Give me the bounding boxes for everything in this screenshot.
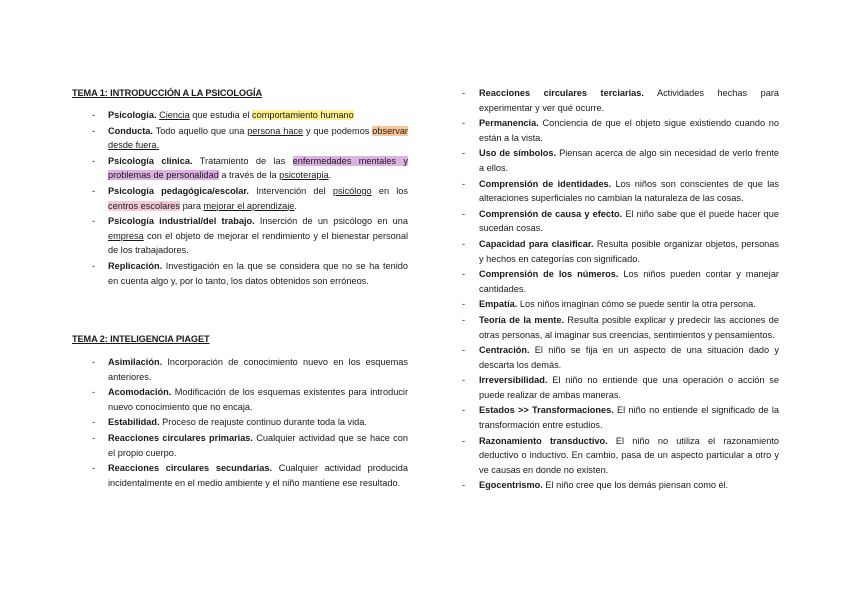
bullet-dash: - <box>462 269 466 280</box>
bullet-dash: - <box>462 299 466 310</box>
bullet-dash: - <box>462 148 466 159</box>
bullet-dash: - <box>462 480 466 491</box>
list-item <box>462 297 779 312</box>
list-item <box>72 259 408 288</box>
list-item <box>462 373 779 402</box>
term: Conducta. <box>108 125 153 136</box>
definition: Los niños son conscientes de que las alteraciones superficiales no cambian la naturaleza de las cosas. <box>479 178 779 204</box>
highlight-underline: persona hace <box>247 125 304 136</box>
list-item <box>72 184 408 213</box>
definition: Intervención del <box>248 185 333 196</box>
list-item <box>462 177 779 206</box>
definition: Todo aquello que una <box>152 125 248 136</box>
definition: en los <box>371 185 408 196</box>
term: Comprensión de identidades. <box>479 178 612 189</box>
definition: Proceso de reajuste continuo durante toda la vida. <box>159 417 367 428</box>
definition: Incorporación de conocimiento nuevo en los esquemas anteriores. <box>108 357 408 382</box>
list-item <box>462 434 779 478</box>
list-item <box>462 403 779 432</box>
term: Psicología industrial/del trabajo. <box>108 216 255 227</box>
definition: El niño cree que los demás piensan como él. <box>542 480 729 491</box>
list-item <box>72 124 408 153</box>
highlight-underline: empresa <box>108 230 144 241</box>
list-item <box>72 355 408 384</box>
term: Asimilación. <box>108 357 163 367</box>
definition: con el objeto de mejorar el rendimiento y el bienestar personal de los trabajadores. <box>108 230 408 256</box>
highlight-pink: centros escolares <box>108 200 181 211</box>
definition: Resulta posible organizar objetos, personas y hechos en categorías con significado. <box>479 238 779 264</box>
bullet-dash: - <box>92 125 96 136</box>
term: Psicología clínica. <box>108 155 193 166</box>
tema1-title: TEMA 1: INTRODUCCIÓN A LA PSICOLOGÍA <box>72 88 263 98</box>
list-item <box>462 343 779 372</box>
bullet-dash: - <box>462 118 466 129</box>
highlight-orange: observar <box>372 125 408 136</box>
list-item <box>72 431 408 460</box>
definition: Modificación de los esquemas existentes para introducir nuevo conocimiento que no encaja. <box>108 387 408 412</box>
definition: El niño no entiende el significado de la transformación entre estudios. <box>479 405 779 431</box>
highlight-underline: psicoterapia <box>279 170 329 181</box>
list-item <box>462 237 779 266</box>
bullet-dash: - <box>92 463 96 474</box>
definition: Resulta posible explicar y predecir las acciones de otras personas, al imaginar sus creencias, sentimientos y pensamientos. <box>479 314 780 340</box>
definition: a través de la <box>218 170 280 181</box>
list-item <box>462 478 779 493</box>
definition: El niño no utiliza el razonamiento deductivo o inductivo. En cambio, pasa de un aspecto particular a otro y ve causas en donde no existen. <box>479 435 779 475</box>
term: Comprensión de causa y efecto. <box>479 208 623 219</box>
bullet-dash: - <box>462 375 466 386</box>
term: Reacciones circulares primarias. <box>108 432 253 443</box>
definition: Conciencia de que el objeto sigue existiendo cuando no están a la vista. <box>479 118 779 143</box>
term: Irreversibilidad. <box>479 375 548 386</box>
bullet-dash: - <box>92 357 96 367</box>
term: Centración. <box>479 345 530 356</box>
tema1-list <box>72 108 408 289</box>
bullet-dash: - <box>462 405 466 416</box>
bullet-dash: - <box>92 155 96 166</box>
highlight-yellow: comportamiento humano <box>252 110 354 120</box>
term: Comprensión de los números. <box>479 269 619 280</box>
definition: para <box>180 200 204 211</box>
definition: Actividades hechas para experimentar y ver qué ocurre. <box>479 88 779 113</box>
bullet-dash: - <box>92 417 96 428</box>
term: Psicología pedagógica/escolar. <box>108 185 249 196</box>
term: Permanencia. <box>479 118 539 129</box>
bullet-dash: - <box>462 314 466 325</box>
highlight-purple: enfermedades mentales y problemas de personalidad <box>108 155 409 181</box>
definition: Cualquier actividad que se hace con el propio cuerpo. <box>108 432 408 458</box>
definition: Tratamiento de las <box>192 155 293 166</box>
highlight-underline: mejorar el aprendizaje <box>203 200 295 211</box>
term: Estados >> Transformaciones. <box>479 405 614 416</box>
term: Estabilidad. <box>108 417 160 428</box>
definition: El niño sabe que él puede hacer que sucedan cosas. <box>479 208 779 234</box>
definition: El niño se fija en un aspecto de una situación dado y descarta los demás. <box>479 345 779 370</box>
term: Capacidad para clasificar. <box>479 238 594 249</box>
term: Teoría de la mente. <box>479 314 565 325</box>
piaget-list-continued <box>462 86 779 494</box>
term: Reacciones circulares terciarias. <box>479 88 644 98</box>
bullet-dash: - <box>92 387 96 398</box>
term: Replicación. <box>108 260 163 271</box>
bullet-dash: - <box>92 260 96 271</box>
term: Egocentrismo. <box>479 480 543 491</box>
tema2-list <box>72 355 408 491</box>
list-item <box>72 214 408 258</box>
definition: El niño no entiende que una operación o acción se puede realizar de ambas maneras. <box>479 375 779 400</box>
bullet-dash: - <box>462 88 466 98</box>
bullet-dash: - <box>462 208 466 219</box>
definition: Inserción de un psicólogo en una <box>254 216 408 227</box>
term: Psicología. <box>108 110 157 120</box>
term: Razonamiento transductivo. <box>479 435 608 446</box>
definition: Cualquier actividad producida incidentalmente en el medio ambiente y el niño mantiene ese resultado. <box>108 463 408 488</box>
tema2-title: TEMA 2: INTELIGENCIA PIAGET <box>72 334 210 344</box>
definition: . <box>294 200 297 211</box>
bullet-dash: - <box>92 185 96 196</box>
list-item <box>462 267 779 296</box>
term: Uso de símbolos. <box>479 148 557 159</box>
term: Acomodación. <box>108 387 172 398</box>
bullet-dash: - <box>92 110 96 120</box>
list-item <box>462 313 779 342</box>
definition: Los niños pueden contar y manejar cantidades. <box>479 269 779 294</box>
definition: Los niños imaginan cómo se puede sentir la otra persona. <box>517 299 756 310</box>
term: Reacciones circulares secundarias. <box>108 463 273 474</box>
definition: que estudia el <box>189 110 253 120</box>
list-item <box>462 207 779 236</box>
list-item <box>462 116 779 145</box>
highlight-underline: psicólogo <box>332 185 372 196</box>
definition: Investigación en la que se considera que no se ha tenido en cuenta algo y, por lo tanto, los datos obtenidos son erróneos. <box>108 260 408 286</box>
list-item <box>72 154 408 183</box>
list-item <box>72 415 408 430</box>
bullet-dash: - <box>462 178 466 189</box>
definition: Piensan acerca de algo sin necesidad de verlo frente a ellos. <box>479 148 779 173</box>
term: Empatía. <box>479 299 518 310</box>
bullet-dash: - <box>462 238 466 249</box>
bullet-dash: - <box>92 432 96 443</box>
bullet-dash: - <box>92 216 96 227</box>
list-item <box>72 108 408 123</box>
list-item <box>72 385 408 414</box>
highlight-underline: Ciencia <box>159 110 190 120</box>
list-item <box>72 461 408 490</box>
definition: y que podemos <box>303 125 373 136</box>
highlight-underline: desde fuera. <box>108 140 160 151</box>
list-item <box>462 146 779 175</box>
list-item <box>462 86 779 115</box>
bullet-dash: - <box>462 345 466 356</box>
definition: . <box>328 170 332 181</box>
bullet-dash: - <box>462 435 466 446</box>
